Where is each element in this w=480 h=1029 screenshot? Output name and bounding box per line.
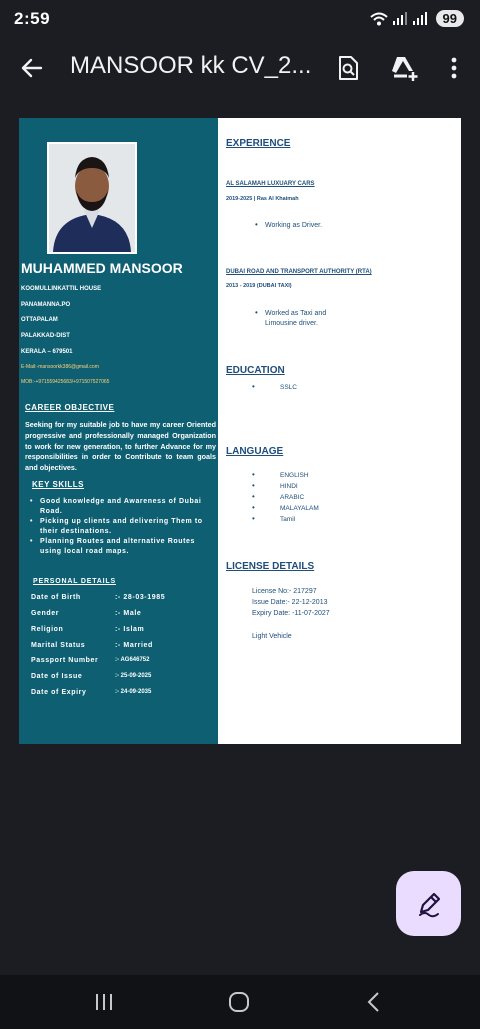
career-objective-heading: CAREER OBJECTIVE <box>25 403 115 412</box>
bullet: • <box>252 382 255 391</box>
license-details-heading: LICENSE DETAILS <box>226 561 315 572</box>
language-item: MALAYALAM <box>280 505 319 512</box>
bullet: • <box>252 470 255 479</box>
cv-name: MUHAMMED MANSOOR <box>21 260 183 276</box>
detail-label: Date of Birth <box>31 594 81 601</box>
language-item: HINDI <box>280 483 298 490</box>
duty-text: Working as Driver. <box>265 222 323 229</box>
address-line: PANAMANNA.PO <box>21 302 71 308</box>
license-line: License No:- 217297 <box>252 588 317 595</box>
wifi-icon <box>370 12 388 26</box>
duty-text: Worked as Taxi and <box>265 310 327 317</box>
language-item: ENGLISH <box>280 472 309 479</box>
more-options-button[interactable] <box>439 53 469 83</box>
education-item: SSLC <box>280 384 297 391</box>
detail-label: Passport Number <box>31 657 99 664</box>
employment-period: 2019-2025 | Ras Al Khaimah <box>226 196 299 202</box>
detail-label: Religion <box>31 626 64 633</box>
address-line: KOOMULLINKATTIL HOUSE <box>21 286 102 292</box>
edit-pen-icon <box>415 890 443 918</box>
license-line: Issue Date:- 22-12-2013 <box>252 599 328 606</box>
signal-icon <box>392 12 408 26</box>
home-circle-icon <box>228 991 250 1013</box>
system-nav-bar <box>0 975 480 1029</box>
language-heading: LANGUAGE <box>226 446 284 457</box>
email-text: E-Mail:-mansoorkk386@gmail.com <box>21 364 99 370</box>
add-to-drive-button[interactable] <box>389 53 419 83</box>
back-button[interactable] <box>18 54 46 82</box>
experience-heading: EXPERIENCE <box>226 138 291 149</box>
detail-value: :- Male <box>115 610 142 617</box>
edit-button[interactable] <box>396 871 461 936</box>
key-skills-heading: KEY SKILLS <box>32 480 84 489</box>
search-document-button[interactable] <box>333 53 363 83</box>
address-line: OTTAPALAM <box>21 317 58 323</box>
detail-value: :- 28-03-1985 <box>115 594 166 601</box>
system-back-button[interactable] <box>359 989 389 1015</box>
company-name: AL SALAMAH LUXUARY CARS <box>226 181 315 187</box>
chevron-left-icon <box>366 991 382 1013</box>
detail-label: Marital Status <box>31 642 86 649</box>
more-vert-icon <box>451 57 457 79</box>
arrow-left-icon <box>18 54 46 82</box>
app-bar <box>0 40 480 96</box>
bullet: • <box>252 503 255 512</box>
bullet: • <box>255 220 258 229</box>
license-line: Expiry Date: -11-07-2027 <box>252 610 330 617</box>
education-heading: EDUCATION <box>226 365 285 376</box>
bullet: • <box>252 492 255 501</box>
status-time: 2:59 <box>14 9 51 28</box>
skill-item: • Planning Routes and alternative Routes using local road maps. <box>30 537 218 557</box>
language-item: ARABIC <box>280 494 305 501</box>
status-icons <box>370 10 464 27</box>
detail-label: Date of Expiry <box>31 689 87 696</box>
detail-value: :- 25-09-2025 <box>115 673 152 679</box>
detail-value: :- 24-09-2035 <box>115 689 152 695</box>
document-page[interactable] <box>19 118 461 744</box>
language-item: Tamil <box>280 516 296 523</box>
detail-value: :- AG646752 <box>115 657 150 663</box>
drive-add-icon <box>389 55 419 81</box>
cv-sidebar <box>19 118 218 744</box>
battery-indicator: 99 <box>436 10 464 27</box>
detail-label: Date of Issue <box>31 673 83 680</box>
key-skills-list <box>30 497 218 557</box>
home-button[interactable] <box>224 989 254 1015</box>
career-objective-text: Seeking for my suitable job to have my career Oriented progressive and professionally managed Organization to work for new generation, to further Advance for my responsibilities in order to Contribute to team goals and objectives. <box>25 420 216 473</box>
profile-photo <box>47 142 137 254</box>
company-name: DUBAI ROAD AND TRANSPORT AUTHORITY (RTA) <box>226 269 372 275</box>
signal-icon-2 <box>412 12 428 26</box>
find-in-page-icon <box>337 55 359 81</box>
license-type: Light Vehicle <box>252 633 292 640</box>
personal-details-heading: PERSONAL DETAILS <box>33 578 116 585</box>
skill-item: • Good knowledge and Awareness of Dubai Road. <box>30 497 218 517</box>
bullet: • <box>255 308 258 317</box>
bullet: • <box>252 514 255 523</box>
address-line: PALAKKAD-DIST <box>21 333 70 339</box>
document-title: MANSOOR kk CV_2... <box>70 52 312 79</box>
skill-item: • Picking up clients and delivering Them to their destinations. <box>30 517 218 537</box>
bullet: • <box>252 481 255 490</box>
recent-apps-button[interactable] <box>89 989 119 1015</box>
recents-icon <box>94 992 114 1012</box>
phone-text: MOB:-+971559425683/+971507527065 <box>21 379 110 385</box>
detail-value: :- Married <box>115 642 153 649</box>
status-bar <box>0 0 480 40</box>
duty-text: Limousine driver. <box>265 320 318 327</box>
employment-period: 2013 - 2019 (DUBAI TAXI) <box>226 283 292 289</box>
address-line: KERALA – 679501 <box>21 349 73 355</box>
detail-label: Gender <box>31 610 60 617</box>
detail-value: :- Islam <box>115 626 145 633</box>
